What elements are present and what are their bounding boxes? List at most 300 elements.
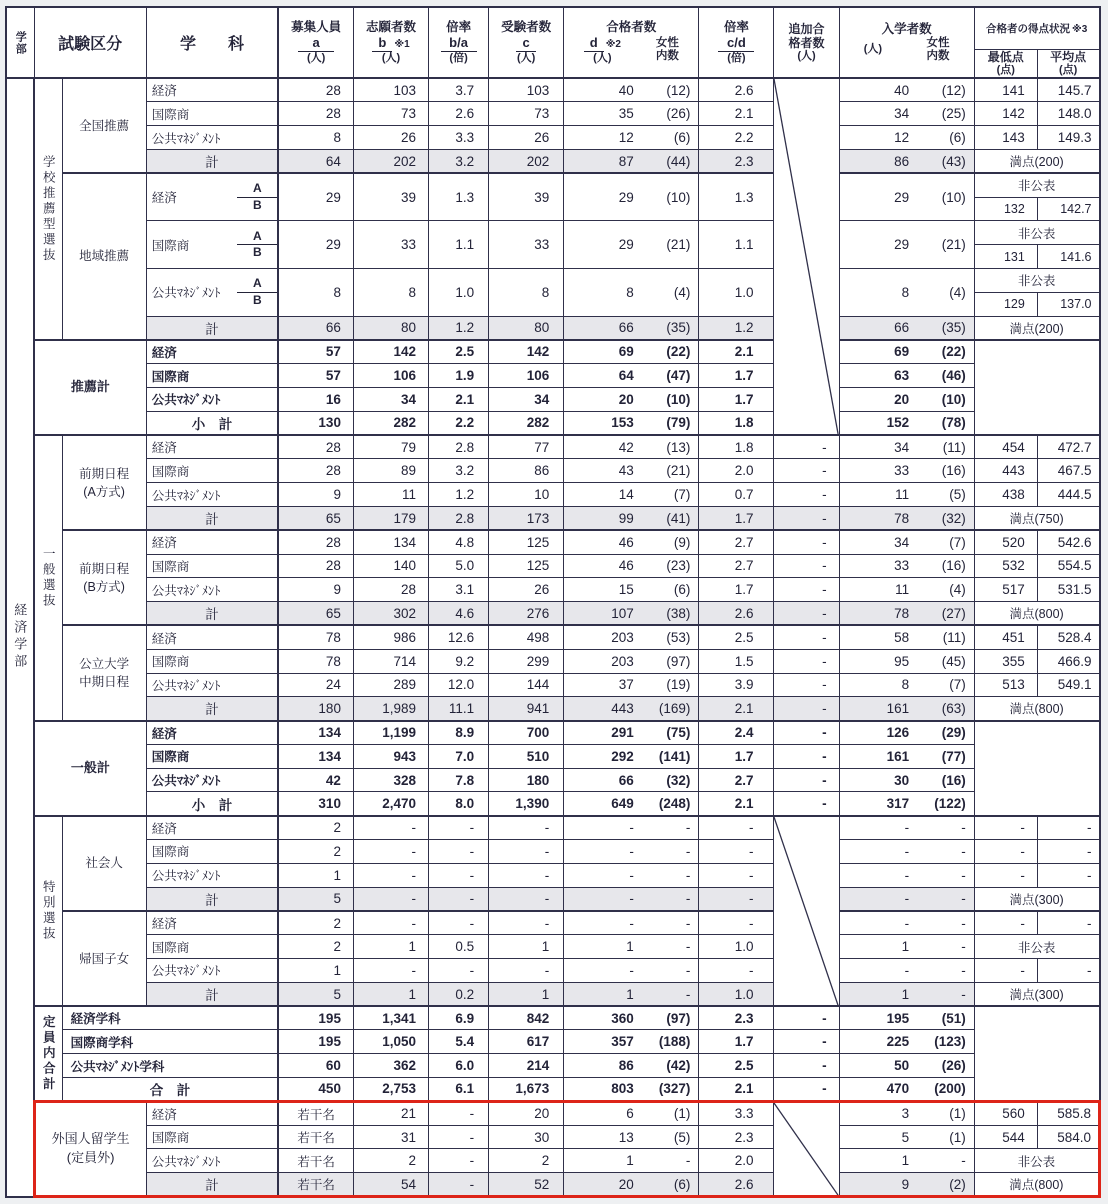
table-row [6, 1054, 1100, 1078]
cell-ratio-cd: 1.7 [699, 364, 774, 388]
header-var: b [372, 35, 392, 52]
header-recruit [278, 7, 353, 78]
section-label: 公立大学 中期日程 [62, 625, 146, 720]
cell-examinees: 33 [489, 221, 564, 269]
cell-enrolled-women: (12) [919, 78, 974, 102]
cell-ratio-cd: 2.2 [699, 126, 774, 150]
header-unit: (点) [996, 63, 1015, 76]
cell-recruit: 195 [278, 1030, 353, 1054]
cell-enrolled: 161 [839, 697, 919, 721]
cell-recruit: 134 [278, 744, 353, 768]
cell-ratio-ba: - [429, 887, 489, 911]
cell-applicants: 140 [353, 554, 428, 578]
table-row [6, 102, 1100, 126]
score-span: 満点(200) [974, 149, 1099, 173]
sum-label: 計 [146, 149, 278, 173]
cell-passers: 13 [564, 1125, 644, 1149]
cell-min-score: 129 [974, 292, 1037, 316]
cell-ratio-cd: 1.7 [699, 387, 774, 411]
cell-enrolled-women: - [919, 1149, 974, 1173]
cell-recruit: 195 [278, 1006, 353, 1030]
cell-applicants: 2,470 [353, 792, 428, 816]
cell-enrolled: - [839, 840, 919, 864]
score-span: 満点(300) [974, 887, 1099, 911]
sum-label: 計 [146, 316, 278, 340]
cell-passers: 6 [564, 1101, 644, 1125]
cell-enrolled: 29 [839, 221, 919, 269]
cell-ratio-cd: 1.7 [699, 744, 774, 768]
cell-enrolled: 195 [839, 1006, 919, 1030]
cell-enrolled-women: (4) [919, 268, 974, 316]
section-label: 全国推薦 [62, 78, 146, 173]
cell-applicants: 1,989 [353, 697, 428, 721]
cell-applicants: 79 [353, 435, 428, 459]
cell-applicants: 34 [353, 387, 428, 411]
cell-ratio-cd: 1.1 [699, 221, 774, 269]
cell-ratio-ba: 11.1 [429, 697, 489, 721]
cell-recruit: 2 [278, 816, 353, 840]
cell-enrolled-women: (51) [919, 1006, 974, 1030]
cell-passers: 46 [564, 554, 644, 578]
cell-recruit: 64 [278, 149, 353, 173]
section-label: 前期日程 (B方式) [62, 530, 146, 625]
section-label: 一般計 [34, 721, 146, 816]
dept-label: 国際商 [146, 364, 278, 388]
cell-enrolled: - [839, 911, 919, 935]
section-label: 帰国子女 [62, 911, 146, 1006]
cell-passers: - [564, 840, 644, 864]
cell-ratio-ba: 3.2 [429, 459, 489, 483]
cell-passers-women: (26) [644, 102, 699, 126]
table-row [6, 173, 1100, 197]
cell-avg-score: 554.5 [1037, 554, 1099, 578]
cell-ratio-ba: - [429, 1173, 489, 1197]
cell-ratio-ba: - [429, 840, 489, 864]
cell-passers: - [564, 887, 644, 911]
cell-ratio-cd: 2.1 [699, 340, 774, 364]
cell-ratio-ba: 5.4 [429, 1030, 489, 1054]
cell-min-score: 143 [974, 126, 1037, 150]
cell-ratio-cd: 1.7 [699, 506, 774, 530]
cell-recruit: 65 [278, 602, 353, 626]
cell-passers: 292 [564, 744, 644, 768]
cell-applicants: - [353, 911, 428, 935]
cell-enrolled: 225 [839, 1030, 919, 1054]
cell-recruit: 若干名 [278, 1125, 353, 1149]
table-row [6, 530, 1100, 554]
cell-enrolled-women: - [919, 887, 974, 911]
dept-label: 経済 [146, 435, 278, 459]
header-unit: (人) [593, 51, 612, 64]
cell-ratio-ba: 1.2 [429, 483, 489, 507]
header-row-1 [6, 7, 1100, 49]
cell-ratio-cd: 2.3 [699, 1006, 774, 1030]
cell-ratio-ba: - [429, 959, 489, 983]
cell-examinees: - [489, 911, 564, 935]
score-span: 非公表 [974, 1149, 1099, 1173]
cell-examinees: 1,390 [489, 792, 564, 816]
cell-avg-score: 585.8 [1037, 1101, 1099, 1125]
cell-passers-women: (21) [644, 221, 699, 269]
cell-enrolled: 11 [839, 483, 919, 507]
cell-examinees: - [489, 816, 564, 840]
cell-passers: 66 [564, 768, 644, 792]
dept-label: 公共ﾏﾈｼﾞﾒﾝﾄ [146, 768, 278, 792]
cell-recruit: 若干名 [278, 1149, 353, 1173]
cell-recruit: 29 [278, 221, 353, 269]
header-min-score [974, 49, 1037, 78]
cell-passers: 35 [564, 102, 644, 126]
cell-avg-score: 137.0 [1037, 292, 1099, 316]
cell-applicants: - [353, 816, 428, 840]
header-label: 受験者数 [501, 20, 552, 35]
cell-additional: - [774, 578, 839, 602]
cell-ratio-cd: - [699, 840, 774, 864]
header-label: 倍率 [723, 20, 749, 35]
cell-passers: 40 [564, 78, 644, 102]
cell-applicants: 714 [353, 649, 428, 673]
cell-avg-score: 466.9 [1037, 649, 1099, 673]
cell-examinees: 282 [489, 411, 564, 435]
table-row [6, 1078, 1100, 1102]
cell-ratio-ba: 2.8 [429, 435, 489, 459]
cell-applicants: 73 [353, 102, 428, 126]
cell-additional: - [774, 721, 839, 745]
score-span: 満点(800) [974, 1173, 1099, 1197]
cell-applicants: 39 [353, 173, 428, 221]
cell-passers-women: (4) [644, 268, 699, 316]
cell-passers-women: (47) [644, 364, 699, 388]
cell-enrolled-women: (32) [919, 506, 974, 530]
header-faculty: 学部 [6, 7, 34, 78]
dept-label: 公共ﾏﾈｼﾞﾒﾝﾄ [146, 863, 278, 887]
cell-enrolled-women: (4) [919, 578, 974, 602]
cell-enrolled-women: (7) [919, 673, 974, 697]
dept-label: 経済 [146, 625, 278, 649]
cell-enrolled: 1 [839, 982, 919, 1006]
cell-ratio-cd: 2.6 [699, 1173, 774, 1197]
diagonal-line-icon [774, 817, 838, 1005]
group-label: 一般選抜 [34, 435, 62, 721]
cell-enrolled: 34 [839, 435, 919, 459]
cell-passers-women: (6) [644, 126, 699, 150]
cell-enrolled-women: (7) [919, 530, 974, 554]
cell-ratio-cd: 3.3 [699, 1101, 774, 1125]
cell-ratio-ba: 6.1 [429, 1078, 489, 1102]
cell-examinees: 510 [489, 744, 564, 768]
table-row [6, 792, 1100, 816]
header-label: 合格者数 [606, 20, 657, 35]
sum-label: 計 [146, 982, 278, 1006]
sum-label: 計 [146, 602, 278, 626]
cell-passers-women: (21) [644, 459, 699, 483]
cell-enrolled: 1 [839, 935, 919, 959]
table-row [6, 435, 1100, 459]
cell-min-score: - [974, 816, 1037, 840]
cell-enrolled: 12 [839, 126, 919, 150]
cell-enrolled-women: (11) [919, 625, 974, 649]
cell-passers-women: (44) [644, 149, 699, 173]
cell-ratio-ba: 1.1 [429, 221, 489, 269]
table-row [6, 1125, 1100, 1149]
cell-applicants: 986 [353, 625, 428, 649]
group-label: 特別選抜 [34, 816, 62, 1006]
cell-passers-women: - [644, 816, 699, 840]
cell-examinees: 144 [489, 673, 564, 697]
table-row [6, 673, 1100, 697]
cell-applicants: 106 [353, 364, 428, 388]
score-span: 満点(200) [974, 316, 1099, 340]
table-row [6, 340, 1100, 364]
cell-ratio-cd: 1.7 [699, 578, 774, 602]
cell-recruit: 28 [278, 530, 353, 554]
cell-ratio-cd: - [699, 911, 774, 935]
score-span: 非公表 [974, 935, 1099, 959]
cell-enrolled-women: (35) [919, 316, 974, 340]
cell-passers: - [564, 911, 644, 935]
cell-enrolled-women: (123) [919, 1030, 974, 1054]
cell-applicants: - [353, 840, 428, 864]
table-row [6, 625, 1100, 649]
table-row [6, 221, 1100, 245]
header-label: 内数 [655, 50, 679, 63]
header-additional [774, 7, 839, 78]
cell-min-score: 142 [974, 102, 1037, 126]
section-label: 外国人留学生 (定員外) [34, 1101, 146, 1196]
dept-label: 国際商 [146, 1125, 278, 1149]
table-row [6, 649, 1100, 673]
cell-recruit: 28 [278, 554, 353, 578]
cell-examinees: 26 [489, 126, 564, 150]
header-applicants [353, 7, 428, 78]
cell-ratio-ba: 3.1 [429, 578, 489, 602]
cell-applicants: 289 [353, 673, 428, 697]
dept-label: 経済 [146, 530, 278, 554]
cell-examinees: 20 [489, 1101, 564, 1125]
diagonal-line-icon [774, 79, 838, 434]
header-label: 志願者数 [365, 20, 416, 35]
cell-examinees: 142 [489, 340, 564, 364]
cell-examinees: 214 [489, 1054, 564, 1078]
cell-passers-women: - [644, 911, 699, 935]
cell-passers-women: (32) [644, 768, 699, 792]
cell-recruit: 16 [278, 387, 353, 411]
header-unit: (人) [797, 50, 816, 63]
cell-enrolled: 20 [839, 387, 919, 411]
cell-enrolled: 40 [839, 78, 919, 102]
header-passers [564, 7, 699, 78]
cell-applicants: 26 [353, 126, 428, 150]
cell-recruit: 310 [278, 792, 353, 816]
cell-examinees: 106 [489, 364, 564, 388]
cell-additional: - [774, 506, 839, 530]
cell-additional: - [774, 673, 839, 697]
cell-enrolled-women: - [919, 816, 974, 840]
cell-applicants: 134 [353, 530, 428, 554]
sum-label: 計 [146, 697, 278, 721]
cell-additional: - [774, 554, 839, 578]
cell-recruit: 2 [278, 840, 353, 864]
cell-ratio-ba: 1.2 [429, 316, 489, 340]
cell-examinees: 173 [489, 506, 564, 530]
score-span: 満点(800) [974, 602, 1099, 626]
table-row [6, 744, 1100, 768]
header-note: ※2 [605, 39, 621, 51]
header-unit: (人) [517, 51, 536, 64]
faculty-label: 経済学部 [6, 78, 34, 1196]
cell-enrolled-women: (22) [919, 340, 974, 364]
cell-examinees: 700 [489, 721, 564, 745]
sum-label: 計 [146, 887, 278, 911]
cell-passers-women: (5) [644, 1125, 699, 1149]
table-row [6, 1173, 1100, 1197]
sum-label: 小 計 [146, 792, 278, 816]
cell-recruit: 28 [278, 102, 353, 126]
cell-ratio-cd: 2.7 [699, 768, 774, 792]
header-unit: (点) [1058, 63, 1078, 76]
cell-ratio-ba: 1.9 [429, 364, 489, 388]
cell-enrolled: 34 [839, 530, 919, 554]
cell-examinees: 299 [489, 649, 564, 673]
cell-ratio-ba: 2.1 [429, 387, 489, 411]
header-var: a [298, 35, 334, 52]
cell-ratio-cd: 2.6 [699, 602, 774, 626]
cell-recruit: 57 [278, 340, 353, 364]
cell-passers-women: - [644, 982, 699, 1006]
cell-enrolled-women: (11) [919, 435, 974, 459]
cell-passers: 29 [564, 173, 644, 221]
header-unit: (人) [381, 51, 401, 64]
cell-recruit: 1 [278, 863, 353, 887]
cell-ratio-cd: 2.0 [699, 1149, 774, 1173]
cell-enrolled-women: (46) [919, 364, 974, 388]
cell-passers: 803 [564, 1078, 644, 1102]
cell-ratio-ba: 6.9 [429, 1006, 489, 1030]
cell-ratio-cd: 1.8 [699, 435, 774, 459]
cell-ratio-cd: - [699, 863, 774, 887]
cell-enrolled-women: (78) [919, 411, 974, 435]
cell-applicants: 1 [353, 982, 428, 1006]
cell-enrolled: 34 [839, 102, 919, 126]
cell-enrolled-women: (21) [919, 221, 974, 269]
dept-label: 国際商学科 [62, 1030, 278, 1054]
cell-ratio-ba: 3.2 [429, 149, 489, 173]
cell-enrolled: - [839, 887, 919, 911]
cell-passers: 87 [564, 149, 644, 173]
dept-label: 公共ﾏﾈｼﾞﾒﾝﾄ [146, 1149, 278, 1173]
cell-passers-women: (141) [644, 744, 699, 768]
cell-enrolled-women: - [919, 982, 974, 1006]
table-row [6, 911, 1100, 935]
cell-enrolled: 9 [839, 1173, 919, 1197]
group-label: 学校推薦型選抜 [34, 78, 62, 340]
ab-fraction: A B [237, 229, 277, 261]
cell-passers: 29 [564, 221, 644, 269]
cell-enrolled: 86 [839, 149, 919, 173]
header-label: 募集人員 [291, 20, 342, 35]
score-blank [974, 721, 1099, 816]
cell-additional: - [774, 649, 839, 673]
table-row [6, 935, 1100, 959]
cell-avg-score: 149.3 [1037, 126, 1099, 150]
header-label: 追加合 [788, 21, 825, 36]
cell-passers-women: - [644, 887, 699, 911]
cell-min-score: 454 [974, 435, 1037, 459]
cell-avg-score: - [1037, 840, 1099, 864]
cell-applicants: 2 [353, 1149, 428, 1173]
cell-passers: 8 [564, 268, 644, 316]
section-label: 地域推薦 [62, 173, 146, 340]
table-row [6, 364, 1100, 388]
header-label: 合格者の得点状況 [985, 22, 1070, 35]
cell-applicants: - [353, 887, 428, 911]
cell-passers-women: (327) [644, 1078, 699, 1102]
cell-recruit: 若干名 [278, 1173, 353, 1197]
cell-enrolled-women: (16) [919, 459, 974, 483]
cell-ratio-ba: 5.0 [429, 554, 489, 578]
dept-label [146, 221, 278, 269]
dept-label: 経済 [146, 911, 278, 935]
cell-ratio-cd: 2.7 [699, 554, 774, 578]
table-header [6, 7, 1100, 78]
cell-avg-score: - [1037, 959, 1099, 983]
cell-enrolled: 66 [839, 316, 919, 340]
dept-label: 国際商 [146, 554, 278, 578]
table-row [6, 578, 1100, 602]
cell-applicants: - [353, 959, 428, 983]
cell-ratio-ba: - [429, 1149, 489, 1173]
cell-examinees: 1 [489, 935, 564, 959]
cell-passers-women: (41) [644, 506, 699, 530]
table-row [6, 697, 1100, 721]
cell-passers: 357 [564, 1030, 644, 1054]
cell-examinees: 86 [489, 459, 564, 483]
cell-enrolled-women: (45) [919, 649, 974, 673]
header-var: b/a [441, 35, 477, 52]
cell-applicants: 89 [353, 459, 428, 483]
cell-passers: 443 [564, 697, 644, 721]
cell-applicants: 80 [353, 316, 428, 340]
cell-passers: 86 [564, 1054, 644, 1078]
cell-examinees: 842 [489, 1006, 564, 1030]
cell-ratio-ba: 0.2 [429, 982, 489, 1006]
cell-additional: - [774, 625, 839, 649]
dept-label: 国際商 [146, 935, 278, 959]
cell-passers-women: (248) [644, 792, 699, 816]
cell-applicants: 202 [353, 149, 428, 173]
cell-examinees: 180 [489, 768, 564, 792]
cell-ratio-cd: 1.7 [699, 1030, 774, 1054]
cell-additional: - [774, 459, 839, 483]
cell-ratio-ba: 8.0 [429, 792, 489, 816]
cell-enrolled-women: (26) [919, 1054, 974, 1078]
cell-passers-women: - [644, 959, 699, 983]
dept-label: 経済 [146, 1101, 278, 1125]
header-note: ※3 [1071, 23, 1088, 35]
cell-recruit: 2 [278, 911, 353, 935]
cell-examinees: 30 [489, 1125, 564, 1149]
cell-additional: - [774, 1030, 839, 1054]
cell-enrolled-women: (77) [919, 744, 974, 768]
dept-label: 経済 [146, 816, 278, 840]
header-avg-score [1037, 49, 1099, 78]
cell-passers-women: (42) [644, 1054, 699, 1078]
cell-passers-women: (35) [644, 316, 699, 340]
sum-label: 計 [146, 506, 278, 530]
table-row [6, 602, 1100, 626]
cell-passers: 1 [564, 982, 644, 1006]
section-label: 前期日程 (A方式) [62, 435, 146, 530]
